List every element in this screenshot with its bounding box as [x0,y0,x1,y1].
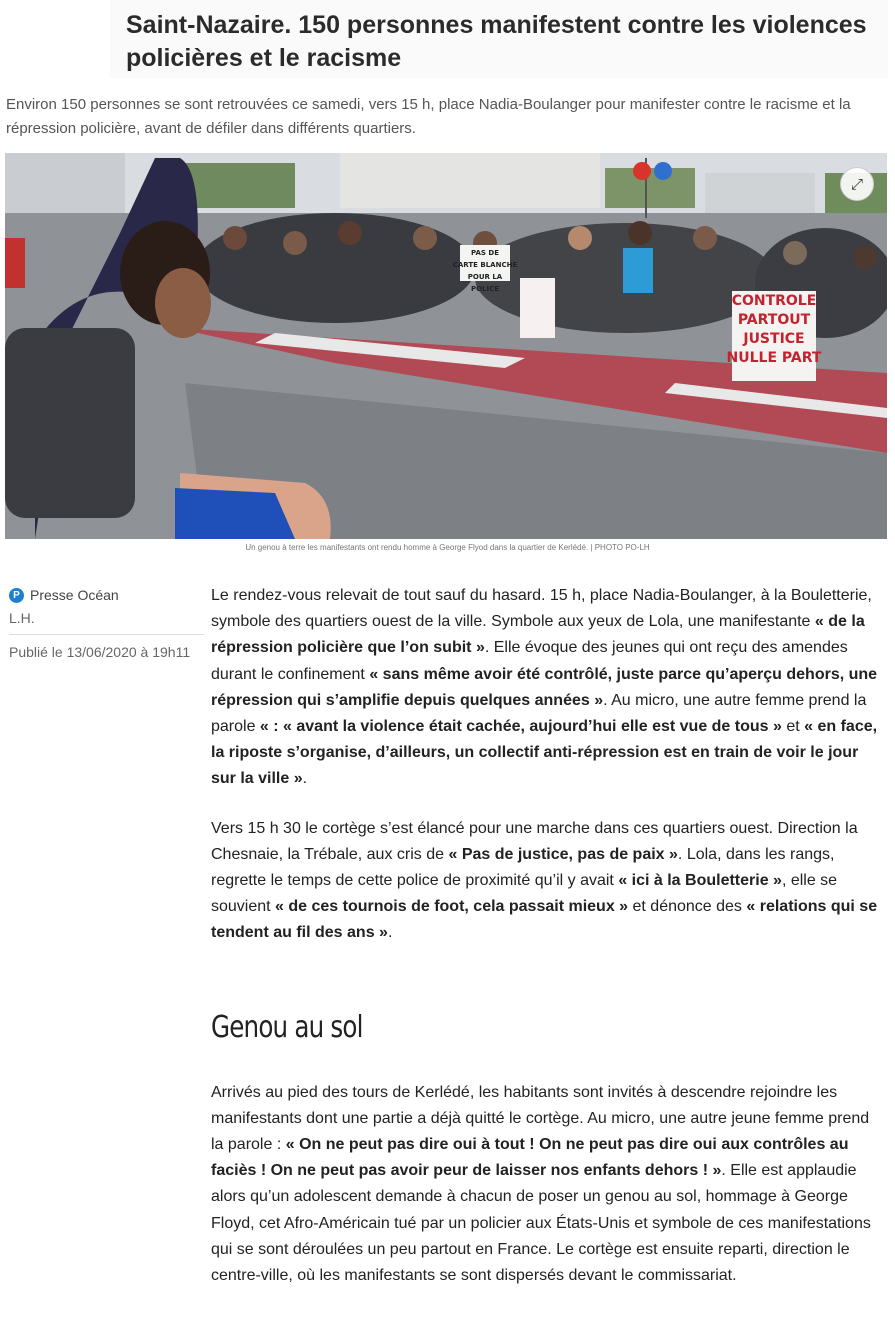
body-text: . [302,770,308,788]
presse-ocean-logo-icon: P [9,588,24,603]
body-text: et [781,718,805,736]
quote-text: « On ne peut pas dire oui à tout ! On ne peut pas dire oui aux contrôles au faciès ! On ne peut pas avoir peur de laisser nos enfants dehors ! » [211,1136,849,1180]
quote-text: « relations qui se tendent au fil des ans » [211,898,878,942]
protest-sign-text: PAS DE [471,249,499,257]
source-name: Presse Océan [30,587,119,603]
protest-sign-text: CONTROLE [731,293,817,309]
protest-sign-text: NULLE PART [726,350,822,366]
quote-text: « : « avant la violence était cachée, aujourd’hui elle est vue de tous » [259,718,782,736]
source[interactable] [9,585,204,605]
protest-sign-text: JUSTICE [743,331,805,347]
paragraph [211,816,881,947]
body-text: , elle se souvient [211,872,838,916]
quote-text: « de ces tournois de foot, cela passait mieux » [275,898,629,916]
article-body [211,583,881,1289]
body-text: . Lola, dans les rangs, regrette le temps de cette police de proximité qu’il y avait [211,845,835,890]
protest-photo-illustration [5,153,887,539]
quote-text: « Pas de justice, pas de paix » [448,845,678,863]
protest-sign-text: POUR LA [467,273,503,281]
body-text: . Elle est applaudie alors qu’un adolescent demande à chacun de poser un genou au sol, hommage à George Floyd, cet Afro-Américain tué par un policier aux États-Unis et symbole de ces manifestations qui se sont déroulées un peu partout en France. Le cortège est ensuite reparti, direction le centre-ville, où les manifestants se sont dispersés devant le commissariat. [211,1162,871,1285]
body-text: et dénonce des [628,898,747,916]
article-title: Saint-Nazaire. 150 personnes manifestent contre les violences policières et le racisme [126,11,867,72]
body-text: . [387,924,393,942]
quote-text: « en face, la riposte s’organise, d’ailleurs, un collectif anti-répression est en train de voir le jour sur la ville » [211,718,878,788]
paragraph [211,583,881,793]
photo-caption: Un genou à terre les manifestants ont rendu homme à George Flyod dans la quartier de Kerlédé. | PHOTO PO-LH [245,543,650,552]
title-band [110,0,888,78]
expand-icon[interactable]: ⤢ [840,167,874,201]
quote-text: « de la répression policière que l’on subit » [211,613,865,657]
body-text: . Elle évoque des jeunes qui ont reçu des amendes durant le confinement [211,639,848,683]
article-lead: Environ 150 personnes se sont retrouvées ce samedi, vers 15 h, place Nadia-Boulanger pour manifester contre le racisme et la répression policière, avant de défiler dans différents quartiers. [6,96,851,137]
body-text: Le rendez-vous relevait de tout sauf du hasard. 15 h, place Nadia-Boulanger, à la Bouletterie, symbole des quartiers ouest de la ville. Symbole aux yeux de Lola, une manifestante [211,587,872,631]
paragraph [211,1080,881,1290]
protest-sign-text: CARTE BLANCHE [452,261,518,269]
section-heading: Genou au sol [211,1009,363,1045]
publish-date: Publié le 13/06/2020 à 19h11 [9,644,191,660]
article-meta [9,585,204,660]
protest-sign-text: POLICE [470,285,500,293]
body-text: Arrivés au pied des tours de Kerlédé, les habitants sont invités à descendre rejoindre les manifestants dont une partie a déjà quitté le cortège. Au micro, une autre jeune femme prend la parole : [211,1083,870,1154]
divider [9,634,204,635]
quote-text: « ici à la Bouletterie » [618,872,782,890]
body-text: . Au micro, une autre femme prend la parole [211,691,867,736]
author: L.H. [9,610,35,626]
article-photo[interactable] [5,153,887,539]
protest-sign-text: PARTOUT [737,312,811,328]
quote-text: « sans même avoir été contrôlé, juste parce qu’aperçu dehors, une répression qui s’amplifie depuis quelques années » [211,665,878,709]
body-text: Vers 15 h 30 le cortège s’est élancé pour une marche dans ces quartiers ouest. Direction la Chesnaie, la Trébale, aux cris de [211,819,858,863]
